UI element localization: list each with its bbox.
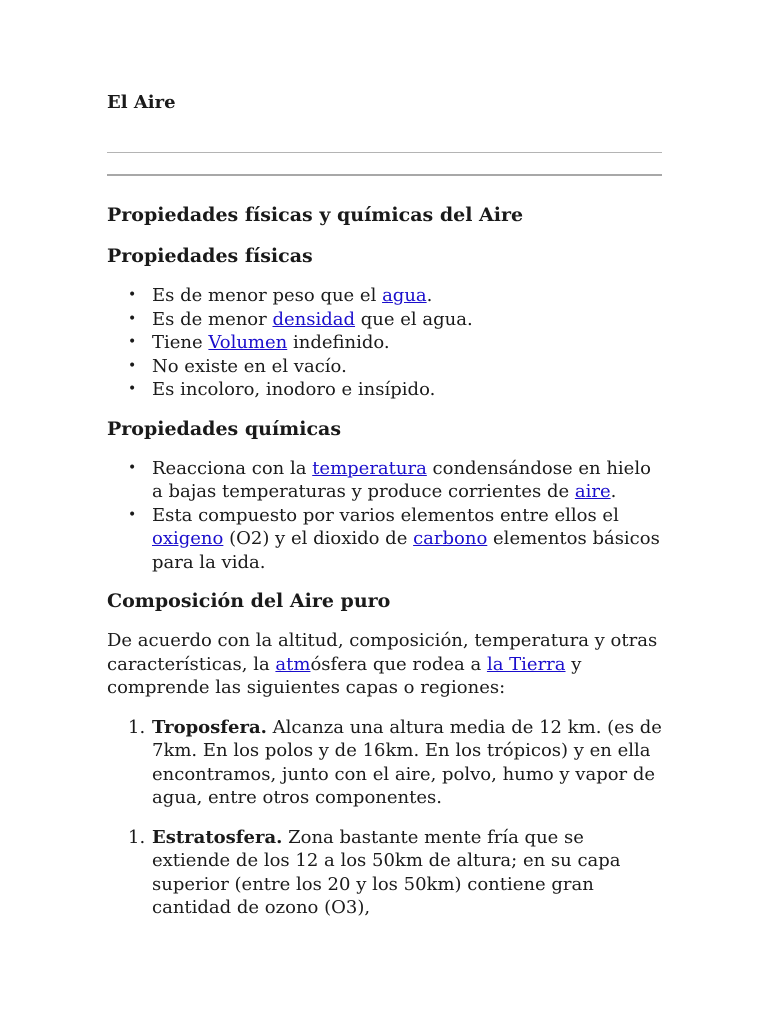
list-item: • Es incoloro, inodoro e insípido. bbox=[152, 378, 663, 402]
section-heading: Propiedades físicas y químicas del Aire bbox=[107, 204, 524, 226]
list-item bbox=[152, 284, 663, 308]
layer-name: Troposfera. bbox=[152, 716, 267, 738]
link-carbono[interactable]: carbono bbox=[413, 528, 488, 549]
link-agua[interactable]: agua bbox=[382, 285, 427, 306]
item-text: Es de menor bbox=[152, 308, 273, 330]
list-number: 1. bbox=[128, 826, 146, 848]
paragraph-text: De acuerdo con la altitud, composición, temperatura y otras características, la bbox=[107, 630, 658, 675]
page-title: El Aire bbox=[107, 92, 176, 113]
paragraph-text: y comprende las siguientes capas o regiones: bbox=[107, 653, 582, 698]
item-text: elementos básicos para la vida. bbox=[152, 528, 660, 573]
layer-name: Estratosfera. bbox=[152, 826, 283, 848]
list-item bbox=[128, 716, 663, 810]
list-item bbox=[152, 331, 663, 355]
link-temperatura[interactable]: temperatura bbox=[312, 457, 427, 479]
list-item: • No existe en el vacío. bbox=[152, 355, 663, 379]
item-text: indefinido. bbox=[287, 332, 390, 353]
list-item bbox=[152, 457, 663, 504]
heading-propiedades-quimicas: Propiedades químicas bbox=[107, 417, 342, 440]
link-aire[interactable]: aire bbox=[574, 481, 611, 502]
list-item bbox=[152, 308, 663, 332]
divider-top bbox=[107, 152, 662, 153]
item-text: condensándose en hielo a bajas temperaturas y produce corrientes de bbox=[152, 457, 651, 502]
link-oxigeno[interactable]: oxigeno bbox=[152, 528, 224, 549]
heading-propiedades-fisicas: Propiedades físicas bbox=[107, 245, 313, 267]
divider-bottom bbox=[107, 174, 662, 176]
item-text: Es de menor peso que el bbox=[152, 285, 383, 306]
list-propiedades-fisicas bbox=[107, 284, 663, 402]
article-body bbox=[107, 202, 663, 920]
paragraph-text: ósfera que rodea a bbox=[310, 653, 487, 675]
list-capas-troposfera bbox=[107, 716, 663, 810]
item-text: que el agua. bbox=[355, 308, 473, 330]
item-text: Esta compuesto por varios elementos entre ellos el bbox=[152, 504, 619, 526]
list-capas-estratosfera bbox=[107, 826, 663, 920]
heading-composicion: Composición del Aire puro bbox=[107, 590, 391, 612]
list-propiedades-quimicas bbox=[107, 457, 663, 575]
list-number: 1. bbox=[128, 716, 146, 738]
item-text: (O2) y el dioxido de bbox=[223, 528, 414, 549]
item-text: . bbox=[610, 481, 617, 502]
layer-description: Alcanza una altura media de 12 km. (es de 7km. En los polos y de 16km. En los trópicos) y en ella encontramos, junto con el aire, polvo, humo y vapor de agua, entre otros componentes. bbox=[152, 716, 662, 808]
item-text: Reacciona con la bbox=[152, 457, 313, 479]
list-item bbox=[152, 504, 663, 575]
link-volumen[interactable]: Volumen bbox=[208, 332, 288, 353]
item-text: . bbox=[426, 285, 433, 306]
link-densidad[interactable]: densidad bbox=[272, 308, 356, 330]
list-item bbox=[128, 826, 663, 920]
link-la-tierra[interactable]: la Tierra bbox=[486, 653, 566, 675]
link-atm[interactable]: atm bbox=[275, 653, 311, 675]
layer-description: Zona bastante mente fría que se extiende de los 12 a los 50km de altura; en su capa superior (entre los 20 y los 50km) contiene gran cantidad de ozono (O3), bbox=[152, 826, 621, 918]
intro-paragraph bbox=[107, 629, 663, 700]
item-text: Tiene bbox=[152, 332, 209, 353]
